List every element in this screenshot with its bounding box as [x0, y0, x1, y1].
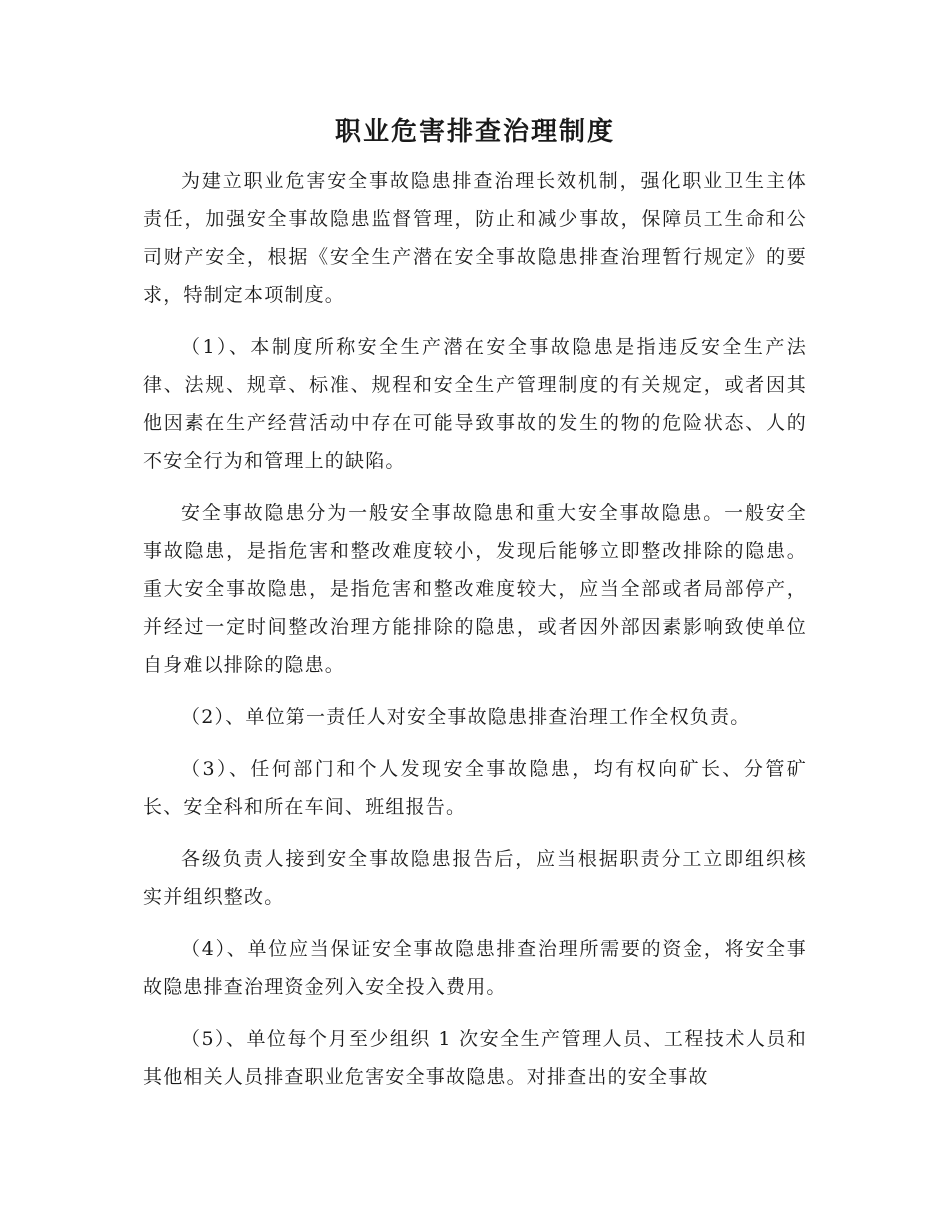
paragraph-intro: 为建立职业危害安全事故隐患排查治理长效机制，强化职业卫生主体责任，加强安全事故隐患监督管理，防止和减少事故，保障员工生命和公司财产安全，根据《安全生产潜在安全事故隐患排查治理暂行规定》的要求，特制定本项制度。 [143, 170, 807, 306]
paragraph-clause-4: （4）、单位应当保证安全事故隐患排查治理所需要的资金，将安全事故隐患排查治理资金列入安全投入费用。 [143, 938, 807, 998]
paragraph-clause-3: （3）、任何部门和个人发现安全事故隐患，均有权向矿长、分管矿长、安全科和所在车间、班组报告。 [143, 758, 807, 818]
paragraph-clause-5: （5）、单位每个月至少组织 1 次安全生产管理人员、工程技术人员和其他相关人员排查职业危害安全事故隐患。对排查出的安全事故 [143, 1028, 807, 1088]
paragraph-clause-1: （1）、本制度所称安全生产潜在安全事故隐患是指违反安全生产法律、法规、规章、标准、规程和安全生产管理制度的有关规定，或者因其他因素在生产经营活动中存在可能导致事故的发生的物的危险状态、人的不安全行为和管理上的缺陷。 [143, 336, 807, 472]
paragraph-clause-2: （2）、单位第一责任人对安全事故隐患排查治理工作全权负责。 [181, 706, 751, 728]
document-title: 职业危害排查治理制度 [334, 117, 615, 147]
paragraph-hazard-classification: 安全事故隐患分为一般安全事故隐患和重大安全事故隐患。一般安全事故隐患，是指危害和整改难度较小，发现后能够立即整改排除的隐患。重大安全事故隐患，是指危害和整改难度较大，应当全部或者局部停产，并经过一定时间整改治理方能排除的隐患，或者因外部因素影响致使单位自身难以排除的隐患。 [143, 502, 807, 676]
paragraph-report-handling: 各级负责人接到安全事故隐患报告后，应当根据职责分工立即组织核实并组织整改。 [143, 848, 807, 908]
